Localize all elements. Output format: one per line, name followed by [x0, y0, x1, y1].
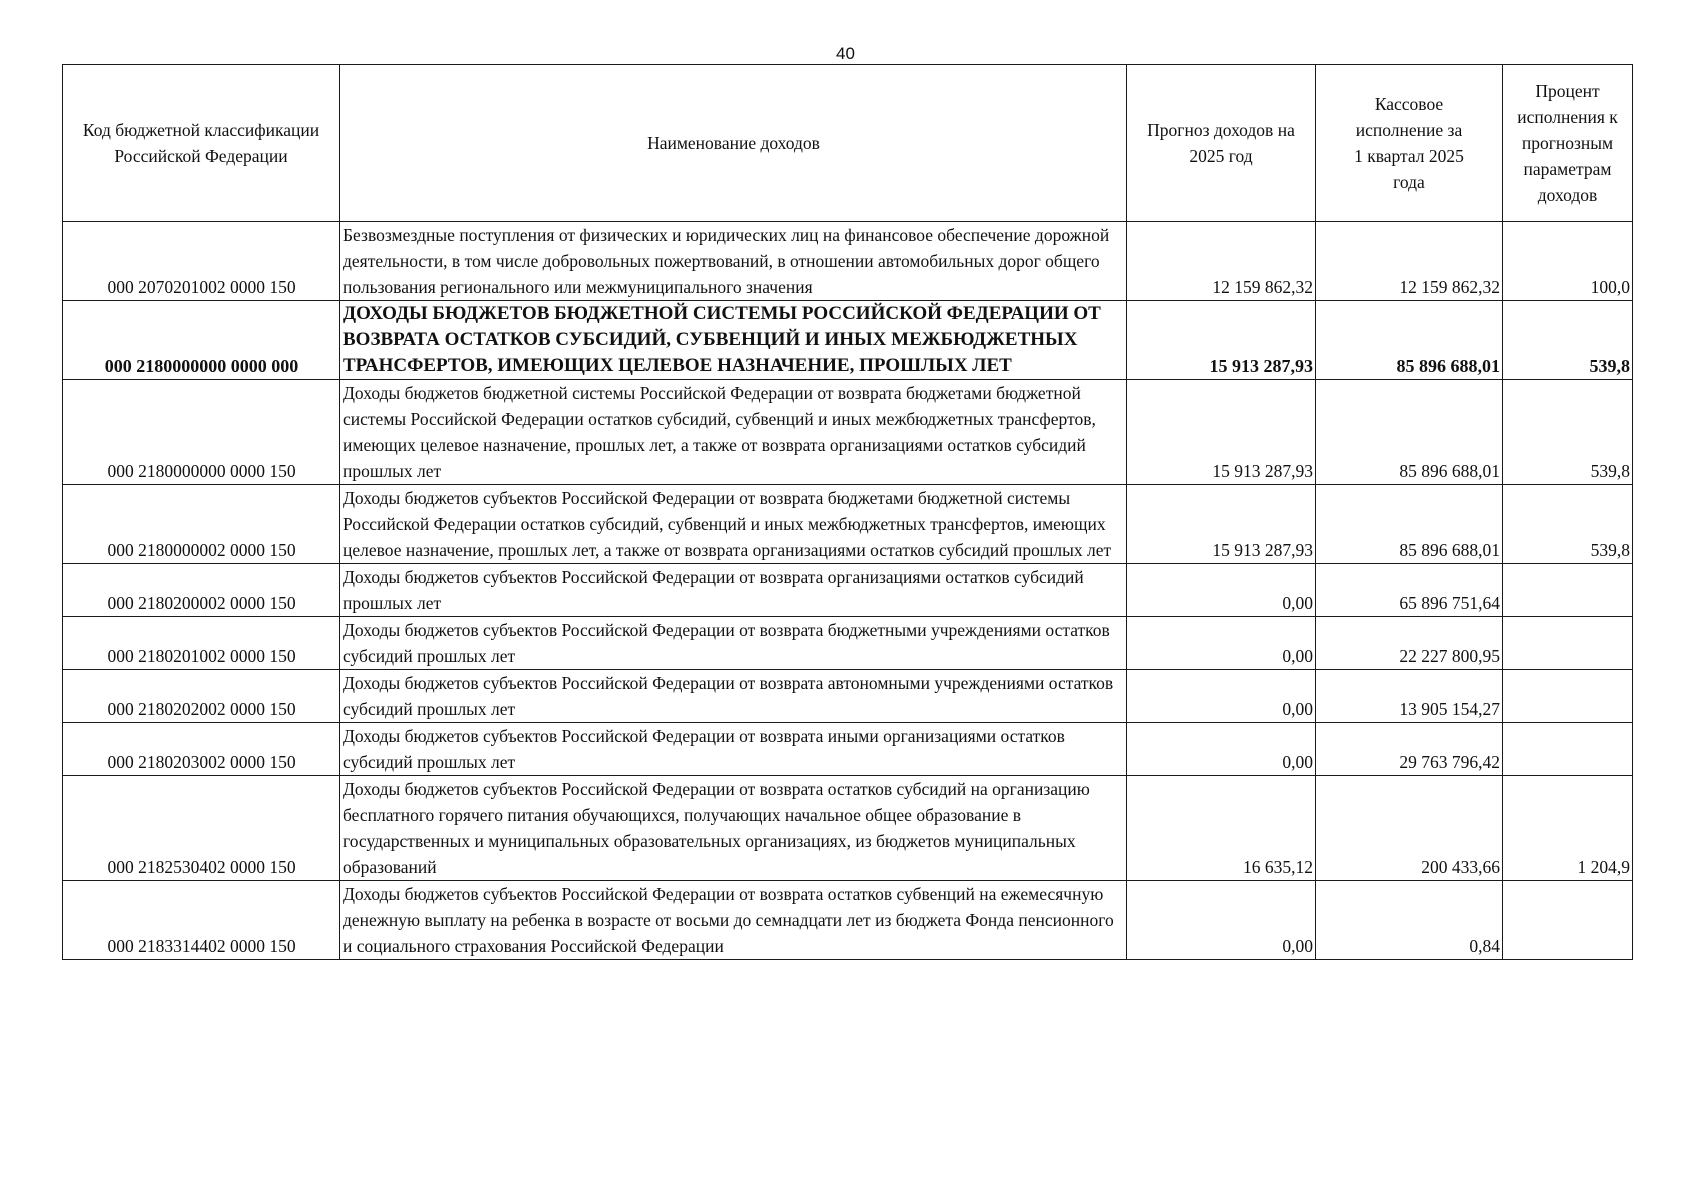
- row-forecast: 15 913 287,93: [1127, 380, 1316, 485]
- row-percent: 539,8: [1503, 380, 1633, 485]
- row-execution: 85 896 688,01: [1316, 380, 1503, 485]
- table-row: [63, 617, 1633, 670]
- table-row: [63, 222, 1633, 301]
- row-name: Доходы бюджетов субъектов Российской Федерации от возврата бюджетными учреждениями остатков субсидий прошлых лет: [340, 617, 1127, 670]
- row-code: 000 2180000000 0000 150: [63, 380, 340, 485]
- row-forecast: 15 913 287,93: [1127, 485, 1316, 564]
- row-forecast: 16 635,12: [1127, 776, 1316, 881]
- row-code: 000 2180000002 0000 150: [63, 485, 340, 564]
- row-code: 000 2180000000 0000 000: [63, 301, 340, 380]
- header-execution: Кассовое исполнение за 1 квартал 2025 года: [1316, 65, 1503, 222]
- row-name: Доходы бюджетов субъектов Российской Федерации от возврата иными организациями остатков субсидий прошлых лет: [340, 723, 1127, 776]
- table-row: [63, 485, 1633, 564]
- row-name: Доходы бюджетов субъектов Российской Федерации от возврата остатков субсидий на организацию бесплатного горячего питания обучающихся, получающих начальное общее образование в государственных и муниципальных образовательных организациях, из бюджетов муниципальных образований: [340, 776, 1127, 881]
- table-row: [63, 723, 1633, 776]
- header-name: Наименование доходов: [340, 65, 1127, 222]
- page-number: 40: [836, 44, 855, 63]
- row-percent: [1503, 617, 1633, 670]
- table-row: [63, 881, 1633, 960]
- table-row: [63, 564, 1633, 617]
- table-row: [63, 670, 1633, 723]
- row-percent: 1 204,9: [1503, 776, 1633, 881]
- row-percent: [1503, 723, 1633, 776]
- row-forecast: 12 159 862,32: [1127, 222, 1316, 301]
- row-forecast: 15 913 287,93: [1127, 301, 1316, 380]
- row-code: 000 2180200002 0000 150: [63, 564, 340, 617]
- row-percent: 539,8: [1503, 301, 1633, 380]
- row-code: 000 2070201002 0000 150: [63, 222, 340, 301]
- row-name: Доходы бюджетов субъектов Российской Федерации от возврата организациями остатков субсидий прошлых лет: [340, 564, 1127, 617]
- row-code: 000 2180202002 0000 150: [63, 670, 340, 723]
- row-forecast: 0,00: [1127, 617, 1316, 670]
- header-forecast: Прогноз доходов на 2025 год: [1127, 65, 1316, 222]
- header-code: Код бюджетной классификации Российской Федерации: [63, 65, 340, 222]
- row-execution: 65 896 751,64: [1316, 564, 1503, 617]
- table-header-row: [63, 65, 1633, 222]
- row-name: Доходы бюджетов бюджетной системы Российской Федерации от возврата бюджетами бюджетной системы Российской Федерации остатков субсидий, субвенций и иных межбюджетных трансфертов, имеющих целевое назначение, прошлых лет, а также от возврата организациями остатков субсидий прошлых лет: [340, 380, 1127, 485]
- row-execution: 85 896 688,01: [1316, 485, 1503, 564]
- row-code: 000 2180201002 0000 150: [63, 617, 340, 670]
- row-percent: 100,0: [1503, 222, 1633, 301]
- row-percent: [1503, 670, 1633, 723]
- row-execution: 0,84: [1316, 881, 1503, 960]
- header-percent: Процент исполнения к прогнозным параметрам доходов: [1503, 65, 1633, 222]
- row-name: ДОХОДЫ БЮДЖЕТОВ БЮДЖЕТНОЙ СИСТЕМЫ РОССИЙСКОЙ ФЕДЕРАЦИИ ОТ ВОЗВРАТА ОСТАТКОВ СУБСИДИЙ, СУБВЕНЦИЙ И ИНЫХ МЕЖБЮДЖЕТНЫХ ТРАНСФЕРТОВ, ИМЕЮЩИХ ЦЕЛЕВОЕ НАЗНАЧЕНИЕ, ПРОШЛЫХ ЛЕТ: [340, 301, 1127, 380]
- row-forecast: 0,00: [1127, 881, 1316, 960]
- row-execution: 85 896 688,01: [1316, 301, 1503, 380]
- row-name: Доходы бюджетов субъектов Российской Федерации от возврата бюджетами бюджетной системы Российской Федерации остатков субсидий, субвенций и иных межбюджетных трансфертов, имеющих целевое назначение, прошлых лет, а также от возврата организациями остатков субсидий прошлых лет: [340, 485, 1127, 564]
- row-execution: 22 227 800,95: [1316, 617, 1503, 670]
- table-row: [63, 776, 1633, 881]
- table-row: [63, 380, 1633, 485]
- row-name: Доходы бюджетов субъектов Российской Федерации от возврата автономными учреждениями остатков субсидий прошлых лет: [340, 670, 1127, 723]
- row-execution: 12 159 862,32: [1316, 222, 1503, 301]
- row-name: Доходы бюджетов субъектов Российской Федерации от возврата остатков субвенций на ежемесячную денежную выплату на ребенка в возрасте от восьми до семнадцати лет из бюджета Фонда пенсионного и социального страхования Российской Федерации: [340, 881, 1127, 960]
- row-percent: [1503, 881, 1633, 960]
- row-code: 000 2182530402 0000 150: [63, 776, 340, 881]
- row-forecast: 0,00: [1127, 564, 1316, 617]
- row-forecast: 0,00: [1127, 670, 1316, 723]
- budget-revenue-table: [62, 64, 1633, 960]
- row-percent: [1503, 564, 1633, 617]
- row-execution: 29 763 796,42: [1316, 723, 1503, 776]
- row-percent: 539,8: [1503, 485, 1633, 564]
- row-execution: 13 905 154,27: [1316, 670, 1503, 723]
- row-execution: 200 433,66: [1316, 776, 1503, 881]
- row-forecast: 0,00: [1127, 723, 1316, 776]
- table-row-total: [63, 301, 1633, 380]
- row-name: Безвозмездные поступления от физических и юридических лиц на финансовое обеспечение дорожной деятельности, в том числе добровольных пожертвований, в отношении автомобильных дорог общего пользования регионального или межмуниципального значения: [340, 222, 1127, 301]
- row-code: 000 2180203002 0000 150: [63, 723, 340, 776]
- row-code: 000 2183314402 0000 150: [63, 881, 340, 960]
